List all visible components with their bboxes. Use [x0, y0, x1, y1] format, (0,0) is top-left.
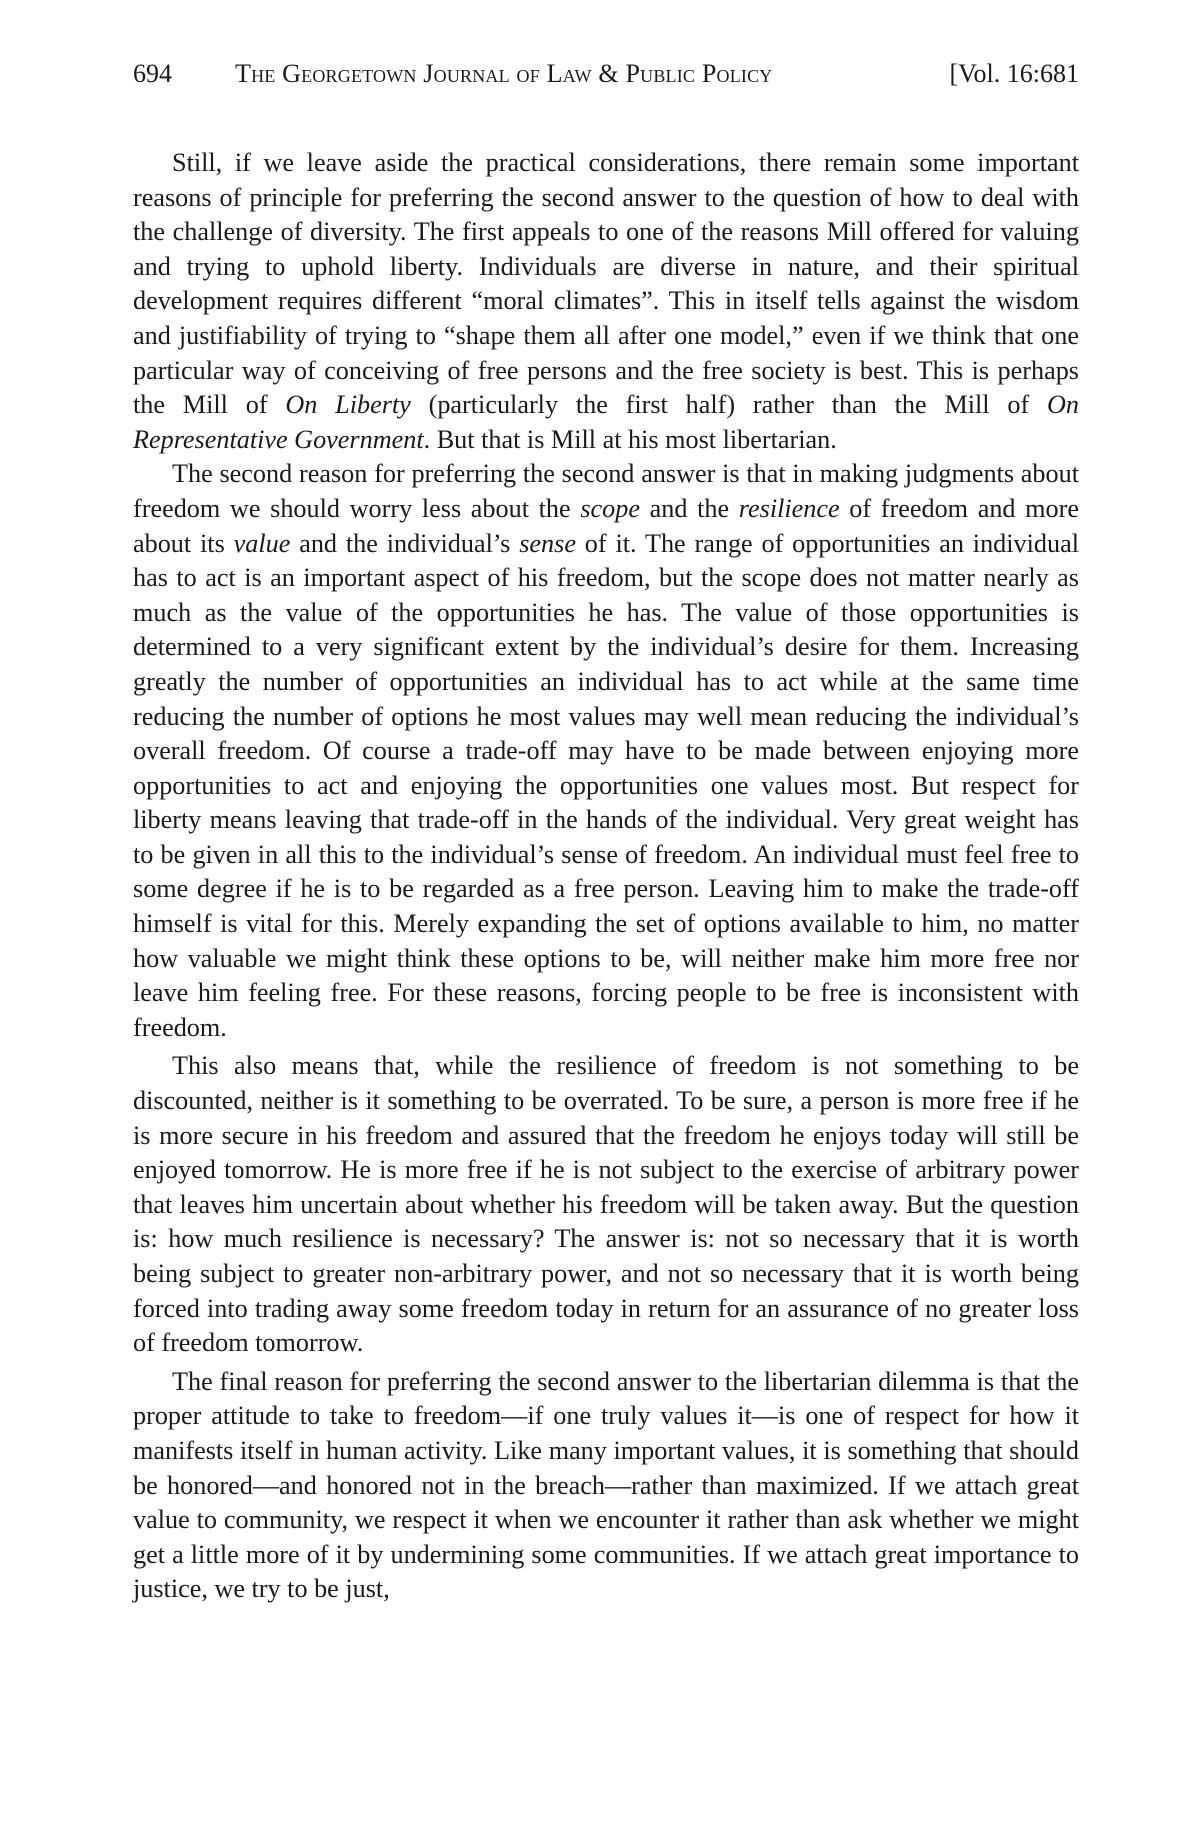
volume-citation: [Vol. 16:681 — [949, 59, 1079, 88]
emphasis-resilience: resilience — [738, 493, 840, 523]
emphasis-scope: scope — [580, 493, 640, 523]
running-head — [133, 56, 1079, 92]
text-segment: The final reason for preferring the second answer to the libertarian dilemma is that the proper attitude to take to freedom—if one truly values it—is one of respect for how it manifests itself in human activity. Like many important values, it is something that should be honored—and honored not in the breach—rather than maximized. If we attach great value to community, we respect it when we encounter it rather than ask whether we might get a little more of it by undermining some communities. If we attach great importance to justice, we try to be just, — [133, 1366, 1079, 1604]
text-segment: . But that is Mill at his most libertarian. — [423, 424, 837, 454]
text-segment: This also means that, while the resilience of freedom is not something to be discounted, neither is it something to be overrated. To be sure, a person is more free if he is more secure in his freedom and assured that the freedom he enjoys today will still be enjoyed tomorrow. He is more free if he is not subject to the exercise of arbitrary power that leaves him uncertain about whether his freedom will be taken away. But the question is: how much resilience is necessary? The answer is: not so necessary that it is worth being subject to greater non-arbitrary power, and not so necessary that it is worth being forced into trading away some freedom today in return for an assurance of no greater loss of freedom tomorrow. — [133, 1051, 1079, 1358]
book-title-on-liberty: On Liberty — [285, 390, 411, 420]
page-number: 694 — [133, 59, 172, 88]
paragraph-3 — [133, 1049, 1079, 1360]
text-segment: (particularly the first half) rather than the Mill of — [410, 390, 1047, 420]
journal-title: The Georgetown Journal of Law & Public Policy — [235, 59, 773, 88]
paragraph-1 — [133, 146, 1079, 457]
text-segment: of it. The range of opportunities an individual has to act is an important aspect of his freedom, but the scope does not matter nearly as much as the value of the opportunities he has. The value of those opportunities is determined to a very significant extent by the individual’s desire for them. Increasing greatly the number of opportunities an individual has to act while at the same time reducing the number of options he most values may well mean reducing the individual’s overall freedom. Of course a trade-off may have to be made between enjoying more opportunities to act and enjoying the opportunities one values most. But respect for liberty means leaving that trade-off in the hands of the individual. Very great weight has to be given in all this to the individual’s sense of freedom. An individual must feel free to some degree if he is to be regarded as a free person. Leaving him to make the trade-off himself is vital for this. Merely expanding the set of options available to him, no matter how valuable we might think these options to be, will neither make him more free nor leave him feeling free. For these reasons, forcing people to be free is inconsistent with freedom. — [133, 528, 1079, 1042]
book-title-representative-government: On Representative Government — [133, 390, 1079, 454]
paragraph-2 — [133, 457, 1079, 1045]
text-segment: The second reason for preferring the second answer is that in making judgments about freedom we should worry less about the — [133, 459, 1079, 523]
text-segment: and the — [639, 493, 739, 523]
text-segment: and the individual’s — [290, 528, 520, 558]
text-segment: of freedom and more about its — [133, 493, 1079, 558]
article-body — [133, 146, 1079, 1607]
paragraph-4 — [133, 1365, 1079, 1607]
text-segment: Still, if we leave aside the practical considerations, there remain some important reasons of principle for preferring the second answer to the question of how to deal with the challenge of diversity. The first appeals to one of the reasons Mill offered for valuing and trying to uphold liberty. Individuals are diverse in nature, and their spiritual development requires different “moral climates”. This in itself tells against the wisdom and justifiability of trying to “shape them all after one model,” even if we think that one particular way of conceiving of free persons and the free society is best. This is perhaps the Mill of — [133, 148, 1079, 420]
emphasis-sense: sense — [519, 528, 576, 558]
emphasis-value: value — [233, 528, 291, 558]
